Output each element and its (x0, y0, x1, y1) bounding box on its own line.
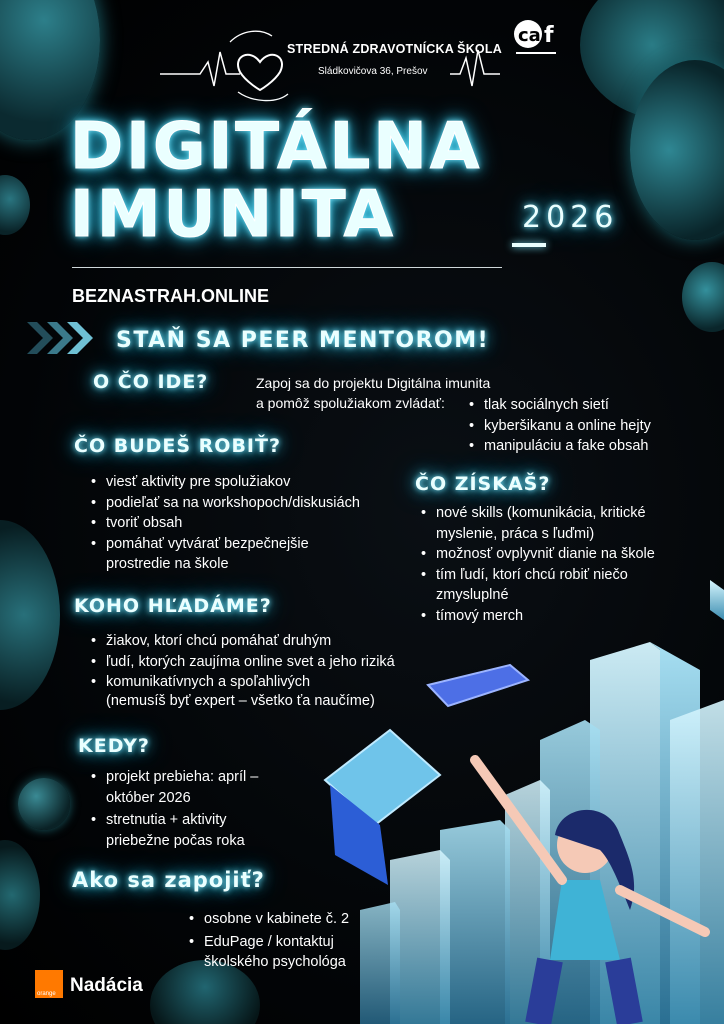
list-item: • osobne v kabinete č. 2 (182, 909, 382, 930)
title-underscore-cursor (512, 243, 546, 247)
list-item: • možnosť ovplyvniť dianie na škole (414, 544, 684, 565)
list-item: • kyberšikanu a online hejty (462, 416, 651, 437)
co-budes-heading: ČO BUDEŠ ROBIŤ? (74, 435, 281, 457)
list-item: • manipuláciu a fake obsah (462, 436, 651, 457)
list-item: • stretnutia + aktivity priebežne počas roka (84, 810, 264, 851)
svg-text:f: f (544, 23, 554, 48)
co-ziskas-heading: ČO ZÍSKAŠ? (415, 473, 551, 495)
cta-heading: STAŇ SA PEER MENTOROM! (116, 328, 490, 353)
orange-logo-text: orange (37, 991, 56, 997)
co-budes-list (84, 472, 404, 575)
blob-left-small-decoration (0, 175, 30, 235)
title-divider (72, 267, 502, 268)
sponsor-name: Nadácia (70, 975, 143, 996)
list-item: • projekt prebieha: apríl – október 2026 (84, 767, 264, 808)
list-item: • komunikatívnych a spoľahlivých (84, 672, 444, 693)
ako-heading: Ako sa zapojiť? (72, 868, 265, 892)
title-line-2: IMUNITA (70, 178, 397, 252)
chevron-arrows-icon (27, 318, 97, 358)
caf-logo-icon (510, 14, 566, 60)
city-illustration (300, 580, 724, 1024)
o-co-ide-heading: O ČO IDE? (93, 371, 209, 393)
o-co-ide-text-1: Zapoj sa do projektu Digitálna imunita (256, 375, 491, 391)
list-item: • EduPage / kontaktuj školského psychológa (182, 932, 382, 973)
kedy-list (84, 767, 264, 851)
o-co-ide-text-2: a pomôž spolužiakom zvládať: (256, 395, 445, 411)
list-item: • podieľať sa na workshopoch/diskusiách (84, 493, 404, 514)
o-co-ide-list (462, 395, 651, 457)
svg-text:ca: ca (518, 25, 541, 46)
blob-bubble-decoration (18, 778, 70, 830)
list-item: • tím ľudí, ktorí chcú robiť niečo zmysluplné (414, 565, 676, 606)
heartbeat-logo-icon (160, 22, 500, 102)
orange-logo-icon (35, 970, 63, 998)
list-item: • tvoriť obsah (84, 513, 404, 534)
koho-note: (nemusíš byť expert – všetko ťa naučíme) (106, 693, 375, 709)
list-item: • viesť aktivity pre spolužiakov (84, 472, 404, 493)
blob-left-large-decoration (0, 520, 60, 710)
website-link[interactable]: BEZNASTRAH.ONLINE (72, 286, 269, 306)
school-name: STREDNÁ ZDRAVOTNÍCKA ŠKOLA (287, 42, 502, 56)
list-item: • ľudí, ktorých zaujíma online svet a jeho riziká (84, 652, 444, 673)
list-item: • tímový merch (414, 606, 684, 627)
list-item: • pomáhať vytvárať bezpečnejšie prostredie na škole (84, 534, 341, 575)
school-address: Sládkovičova 36, Prešov (318, 66, 428, 77)
list-item: • žiakov, ktorí chcú pomáhať druhým (84, 631, 444, 652)
blob-bottom-left-decoration (0, 840, 40, 950)
kedy-heading: KEDY? (78, 735, 150, 757)
title-line-1: DIGITÁLNA (70, 110, 483, 184)
list-item: • nové skills (komunikácia, kritické myslenie, práca s ľuďmi) (414, 503, 676, 544)
list-item: • tlak sociálnych sietí (462, 395, 651, 416)
title-year: 2026 (522, 200, 619, 235)
blob-right-small-decoration (682, 262, 724, 332)
koho-heading: KOHO HĽADÁME? (74, 595, 272, 617)
